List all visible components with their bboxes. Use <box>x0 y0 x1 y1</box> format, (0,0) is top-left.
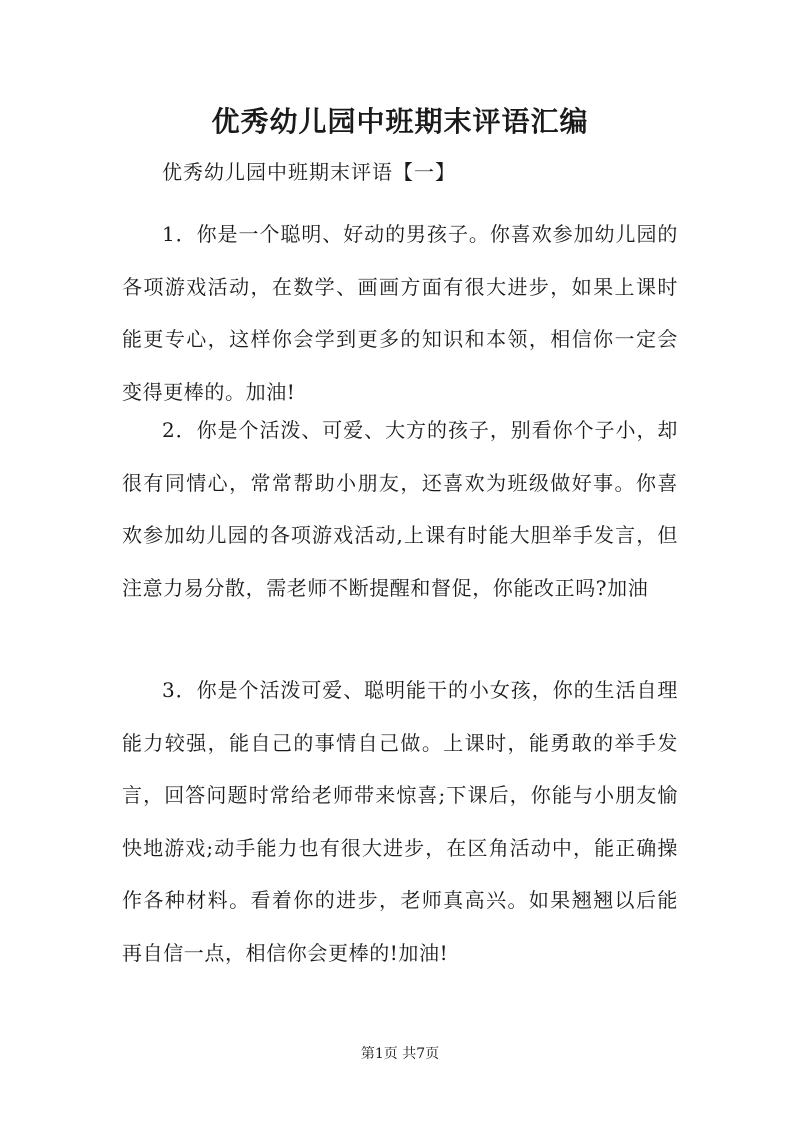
page-number-footer: 第1页 共7页 <box>360 1046 440 1062</box>
section-subtitle: 优秀幼儿园中班期末评语【一】 <box>162 160 456 184</box>
comment-paragraph-2: 2．你是个活泼、可爱、大方的孩子，别看你个子小，却很有同情心，常常帮助小朋友，还喜欢为班级做好事。你喜欢参加幼儿园的各项游戏活动,上课有时能大胆举手发言，但注意力易分散，需老师不断提醒和督促，你能改正吗?加油 <box>122 418 678 600</box>
comment-paragraph-1: 1．你是一个聪明、好动的男孩子。你喜欢参加幼儿园的各项游戏活动，在数学、画画方面有很大进步，如果上课时能更专心，这样你会学到更多的知识和本领，相信你一定会变得更棒的。加油! <box>122 222 678 404</box>
comment-paragraph-3: 3．你是个活泼可爱、聪明能干的小女孩，你的生活自理能力较强，能自己的事情自己做。上课时，能勇敢的举手发言，回答问题时常给老师带来惊喜;下课后，你能与小朋友愉快地游戏;动手能力也有很大进步，在区角活动中，能正确操作各种材料。看着你的进步，老师真高兴。如果翘翘以后能再自信一点，相信你会更棒的!加油! <box>122 678 678 965</box>
document-title: 优秀幼儿园中班期末评语汇编 <box>211 105 589 138</box>
